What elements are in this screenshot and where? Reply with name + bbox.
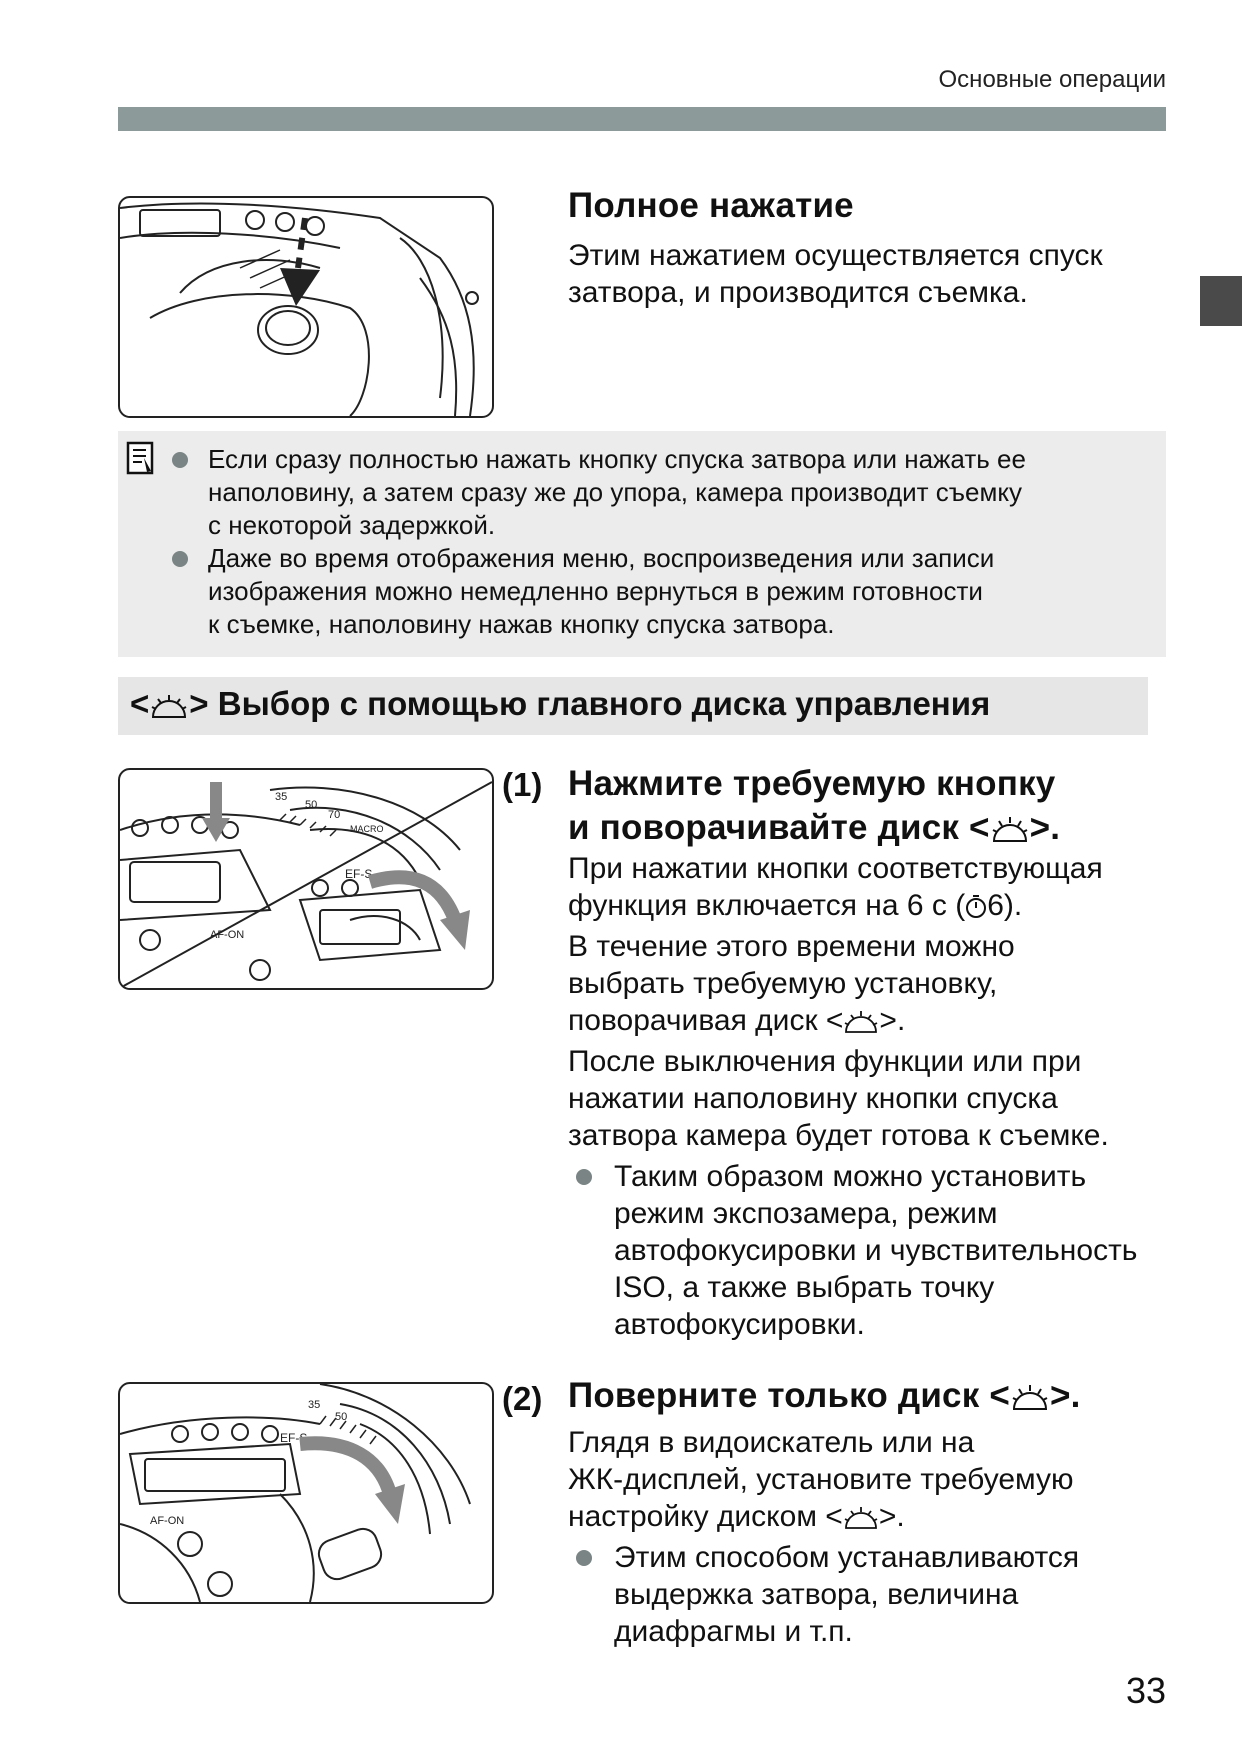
step-1-text: ). [1003, 889, 1023, 922]
note-item [208, 443, 1148, 542]
lens-mark: 35 [275, 791, 288, 803]
note-line: с некоторой задержкой. [208, 510, 496, 540]
page-number: 33 [1125, 1670, 1166, 1711]
step-1-text: функция включается на 6 с ( [568, 889, 966, 922]
timer-value: 6 [987, 889, 1004, 922]
bullet-line: режим экспозамера, режим [614, 1197, 998, 1230]
step-1-title-text: >. [1029, 808, 1061, 847]
bullet-dot-icon [172, 551, 188, 567]
step-2-bullet-list [568, 1539, 1168, 1650]
lens-mark: 35 [308, 1399, 321, 1411]
lens-mark: 50 [335, 1411, 348, 1423]
step-1-line: После выключения функции или при [568, 1045, 1082, 1078]
section-title [130, 685, 990, 727]
memo-icon [126, 441, 156, 480]
step-2-line: ЖК-дисплей, установите требуемую [568, 1463, 1074, 1496]
af-on-label: AF-ON [150, 1515, 185, 1527]
lens-mark: EF-S [345, 867, 373, 881]
step-1-line [568, 1002, 1168, 1043]
note-line: наполовину, а затем сразу же до упора, камера производит съемку [208, 477, 1023, 507]
step-1-title-text: и поворачивайте диск < [568, 808, 990, 847]
note-item [208, 542, 1148, 641]
note-line: к съемке, наполовину нажав кнопку спуска затвора. [208, 609, 835, 639]
list-item [568, 1158, 1168, 1343]
step-1-title-line: Нажмите требуемую кнопку [568, 764, 1056, 803]
note-line: изображения можно немедленно вернуться в режим готовности [208, 576, 983, 606]
step-1-body [568, 850, 1168, 1343]
step-1-title [568, 762, 1060, 854]
step-1-number: (1) [502, 766, 543, 803]
step-1-line: При нажатии кнопки соответствующая [568, 852, 1103, 885]
bullet-line: диафрагмы и т.п. [614, 1615, 853, 1648]
step-2-line [568, 1498, 1168, 1539]
main-dial-icon [990, 810, 1030, 854]
main-dial-icon [1010, 1380, 1050, 1420]
section-heading-band [118, 677, 1148, 735]
full-press-title: Полное нажатие [568, 186, 854, 225]
full-press-line: затвора, и производится съемка. [568, 276, 1028, 309]
step-1-line: выбрать требуемую установку, [568, 967, 998, 1000]
af-on-label: AF-ON [210, 929, 245, 941]
note-line: Даже во время отображения меню, воспроизведения или записи [208, 543, 995, 573]
bullet-dot-icon [172, 452, 188, 468]
main-dial-icon [843, 1502, 879, 1539]
step-1-line: В течение этого времени можно [568, 930, 1015, 963]
dial-only-illustration [118, 1382, 494, 1604]
bullet-line: автофокусировки и чувствительность [614, 1234, 1138, 1267]
step-1-text: поворачивая диск < [568, 1004, 844, 1037]
bullet-dot-icon [576, 1169, 592, 1185]
step-1-line: затвора камера будет готова к съемке. [568, 1119, 1109, 1152]
step-2-number: (2) [502, 1380, 543, 1417]
full-press-line: Этим нажатием осуществляется спуск [568, 239, 1103, 272]
button-dial-illustration [118, 768, 494, 990]
chapter-tab [1200, 276, 1242, 326]
note-list [208, 443, 1148, 641]
step-2-text: настройку диском < [568, 1500, 843, 1533]
step-2-body [568, 1424, 1168, 1650]
step-1-line: нажатии наполовину кнопки спуска [568, 1082, 1058, 1115]
lens-mark: 50 [305, 799, 318, 811]
step-1-title-line [568, 806, 1060, 854]
bullet-dot-icon [576, 1550, 592, 1566]
step-1-text: >. [879, 1004, 906, 1037]
bullet-line: Этим способом устанавливаются [614, 1541, 1080, 1574]
step-1-line [568, 887, 1168, 928]
bullet-line: автофокусировки. [614, 1308, 865, 1341]
step-2-title [568, 1376, 1081, 1420]
timer-icon [965, 891, 987, 928]
section-close-bracket: > [189, 685, 209, 722]
shutter-press-illustration [118, 196, 494, 418]
note-line: Если сразу полностью нажать кнопку спуска затвора или нажать ее [208, 444, 1026, 474]
step-2-title-text: Поверните только диск < [568, 1376, 1010, 1415]
section-open-bracket: < [130, 685, 150, 722]
note-box [118, 431, 1166, 657]
full-press-body [568, 237, 1103, 311]
step-2-line: Глядя в видоискатель или на [568, 1426, 975, 1459]
main-dial-icon [149, 689, 189, 727]
main-dial-icon [843, 1006, 879, 1043]
step-2-text: >. [878, 1500, 905, 1533]
step-2-title-text: >. [1050, 1376, 1081, 1415]
lens-mark: 70 [328, 809, 341, 821]
running-head: Основные операции [938, 66, 1166, 93]
bullet-line: выдержка затвора, величина [614, 1578, 1019, 1611]
lens-mark: MACRO [350, 824, 384, 834]
list-item [568, 1539, 1168, 1650]
lens-mark: EF-S [280, 1431, 308, 1445]
step-1-bullet-list [568, 1158, 1168, 1343]
bullet-line: Таким образом можно установить [614, 1160, 1087, 1193]
top-rule [118, 107, 1166, 131]
section-heading-text: Выбор с помощью главного диска управления [217, 685, 991, 722]
bullet-line: ISO, а также выбрать точку [614, 1271, 995, 1304]
